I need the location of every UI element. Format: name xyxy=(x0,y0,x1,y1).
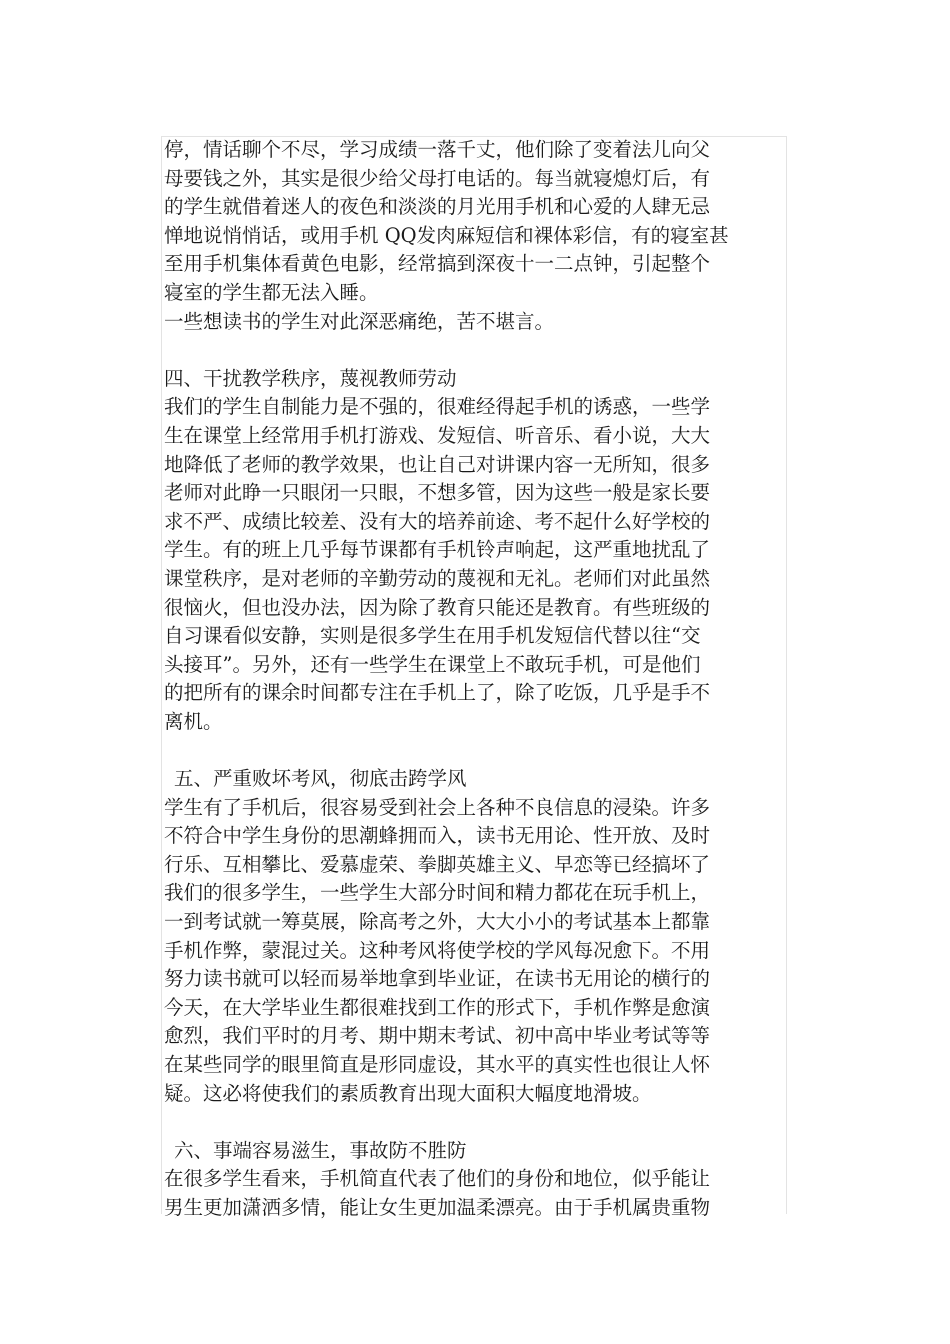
paragraph-line: 老师对此睁一只眼闭一只眼，不想多管，因为这些一般是家长要 xyxy=(164,481,711,505)
paragraph-line: 疑。这必将使我们的素质教育出现大面积大幅度地滑坡。 xyxy=(164,1081,652,1105)
spacer xyxy=(164,336,764,365)
paragraph-line: 今天，在大学毕业生都很难找到工作的形式下，手机作弊是愈演 xyxy=(164,995,711,1019)
paragraph-line: 的把所有的课余时间都专注在手机上了，除了吃饭，几乎是手不 xyxy=(164,681,711,705)
paragraph-line: 至用手机集体看黄色电影，经常搞到深夜十一二点钟，引起整个 xyxy=(164,252,711,276)
paragraph-line: 求不严、成绩比较差、没有大的培养前途、考不起什么好学校的 xyxy=(164,509,711,533)
paragraph-line: 自习课看似安静，实则是很多学生在用手机发短信代替以往“交 xyxy=(164,624,701,648)
paragraph-line: 离机。 xyxy=(164,709,223,733)
paragraph-line: 地降低了老师的教学效果，也让自己对讲课内容一无所知，很多 xyxy=(164,452,711,476)
paragraph-line: 在某些同学的眼里简直是形同虚设，其水平的真实性也很让人怀 xyxy=(164,1053,711,1076)
paragraph-line: 的学生就借着迷人的夜色和淡淡的月光用手机和心爱的人肆无忌 xyxy=(164,195,711,219)
section-heading-4: 四、干扰教学秩序，蔑视教师劳动 xyxy=(164,366,457,390)
paragraph-line: 生在课堂上经常用手机打游戏、发短信、听音乐、看小说，大大 xyxy=(164,423,711,447)
spacer xyxy=(164,736,764,765)
document-body xyxy=(164,136,764,1223)
paragraph-line: 一到考试就一筹莫展，除高考之外，大大小小的考试基本上都靠 xyxy=(164,910,711,934)
paragraph-line: 不符合中学生身份的思潮蜂拥而入，读书无用论、性开放、及时 xyxy=(164,824,711,848)
paragraph-line: 行乐、互相攀比、爱慕虚荣、拳脚英雄主义、早恋等已经搞坏了 xyxy=(164,852,711,876)
paragraph-line: 寝室的学生都无法入睡。 xyxy=(164,280,379,304)
paragraph-line: 在很多学生看来，手机简直代表了他们的身份和地位，似乎能让 xyxy=(164,1167,711,1191)
section-heading-6: 六、事端容易滋生，事故防不胜防 xyxy=(174,1138,467,1162)
paragraph-line: 手机作弊，蒙混过关。这种考风将使学校的学风每况愈下。不用 xyxy=(164,938,711,962)
paragraph-line: 一些想读书的学生对此深恶痛绝，苦不堪言。 xyxy=(164,309,555,333)
paragraph-line: 我们的很多学生，一些学生大部分时间和精力都花在玩手机上， xyxy=(164,881,711,905)
spacer xyxy=(164,1108,764,1137)
paragraph-line: 学生有了手机后，很容易受到社会上各种不良信息的浸染。许多 xyxy=(164,795,711,819)
paragraph-line: 很恼火，但也没办法，因为除了教育只能还是教育。有些班级的 xyxy=(164,595,711,619)
paragraph-line: 惮地说悄悄话，或用手机 QQ发肉麻短信和裸体彩信，有的寝室甚 xyxy=(164,223,729,247)
paragraph-line: 母要钱之外，其实是很少给父母打电话的。每当就寝熄灯后，有 xyxy=(164,166,711,190)
paragraph-line: 头接耳”。另外，还有一些学生在课堂上不敢玩手机，可是他们 xyxy=(164,652,701,676)
paragraph-line: 我们的学生自制能力是不强的，很难经得起手机的诱惑，一些学 xyxy=(164,395,711,419)
paragraph-line: 男生更加潇洒多情，能让女生更加温柔漂亮。由于手机属贵重物 xyxy=(164,1195,711,1219)
paragraph-line: 愈烈，我们平时的月考、期中期末考试、初中高中毕业考试等等 xyxy=(164,1024,711,1048)
paragraph-line: 学生。有的班上几乎每节课都有手机铃声响起，这严重地扰乱了 xyxy=(164,538,711,562)
paragraph-line: 停，情话聊个不尽，学习成绩一落千丈，他们除了变着法儿向父 xyxy=(164,138,711,161)
paragraph-line: 课堂秩序，是对老师的辛勤劳动的蔑视和无礼。老师们对此虽然 xyxy=(164,566,711,590)
section-heading-5: 五、严重败坏考风，彻底击跨学风 xyxy=(174,767,467,791)
paragraph-line: 努力读书就可以轻而易举地拿到毕业证，在读书无用论的横行的 xyxy=(164,967,711,991)
